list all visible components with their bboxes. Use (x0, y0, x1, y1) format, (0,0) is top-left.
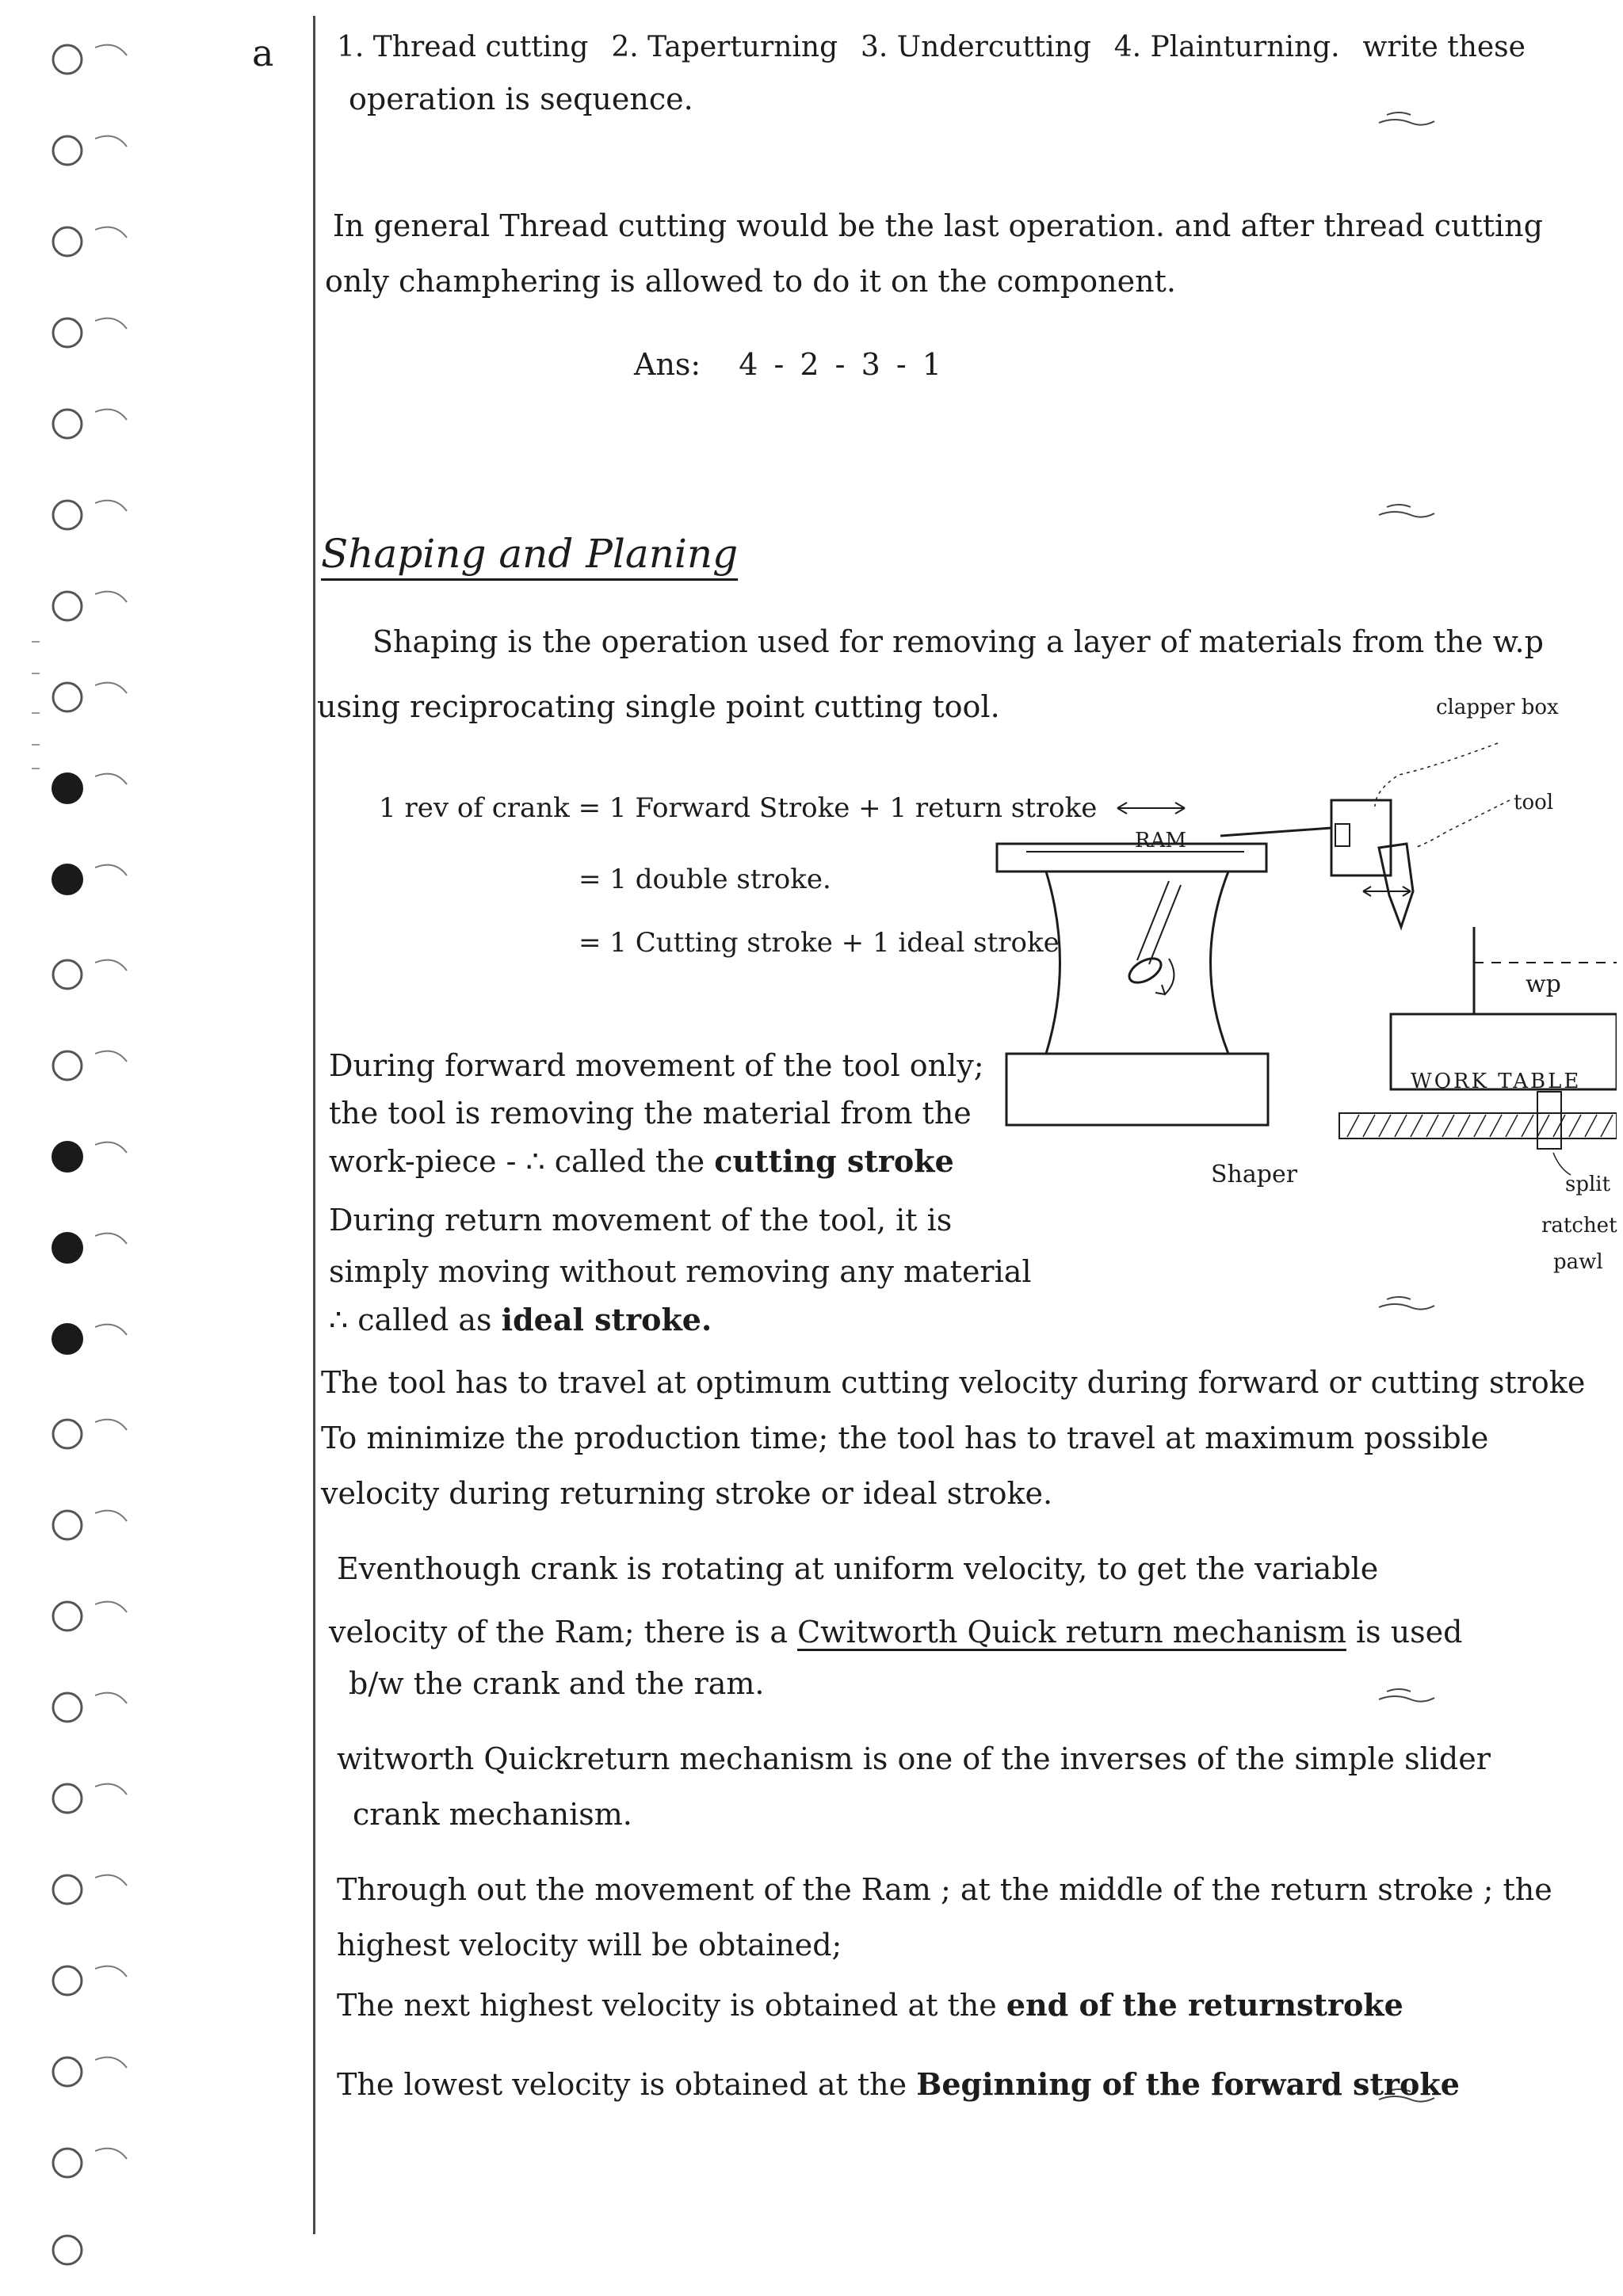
ram-label: RAM (1135, 829, 1186, 852)
operation-item: 3. Undercutting (860, 31, 1091, 63)
direction-arrow (1117, 803, 1185, 814)
shaper-base (1006, 1054, 1268, 1125)
forward-stroke-note: During forward movement of the tool only; (329, 1048, 984, 1083)
paragraph-line: b/w the crank and the ram. (349, 1666, 765, 1701)
split-label: split (1565, 1173, 1611, 1196)
spiral-binding (32, 32, 158, 2282)
shaper-column (1046, 871, 1228, 1054)
explanation-line: In general Thread cutting would be the last operation. and after thread cutting (333, 208, 1543, 243)
cutting-tool (1379, 844, 1413, 927)
operation-item: 1. Thread cutting (337, 31, 589, 63)
paragraph-line: witworth Quickreturn mechanism is one of the inverses of the simple slider (337, 1741, 1491, 1776)
paragraph-line: The tool has to travel at optimum cutting velocity during forward or cutting stroke (321, 1365, 1586, 1400)
forward-stroke-note (329, 1145, 954, 1179)
paragraph-text: velocity of the Ram; there is a (329, 1615, 788, 1650)
scribble-mark (1375, 1676, 1438, 1707)
answer-value: 4 - 2 - 3 - 1 (739, 347, 945, 382)
end-of-return-stroke-term: end of the returnstroke (1006, 1987, 1403, 2023)
paragraph-line (329, 1616, 1463, 1650)
split-nut (1537, 1092, 1561, 1149)
forward-stroke-note: the tool is removing the material from the (329, 1096, 972, 1131)
explanation-line: only champhering is allowed to do it on the component. (325, 264, 1176, 299)
ram-bar (997, 844, 1266, 871)
paragraph-line: highest velocity will be obtained; (337, 1928, 842, 1962)
forward-stroke-prefix: work-piece - ∴ called the (329, 1144, 705, 1179)
question-line-2: operation is sequence. (349, 82, 693, 116)
paragraph-line: velocity during returning stroke or ideal stroke. (321, 1476, 1053, 1511)
cutting-stroke-term: cutting stroke (714, 1143, 954, 1179)
paragraph-line: To minimize the production time; the tool has to travel at maximum possible (321, 1421, 1489, 1455)
paragraph-text: The next highest velocity is obtained at the (337, 1988, 997, 2023)
margin-line (313, 16, 315, 2234)
tool-label: tool (1514, 791, 1554, 814)
paragraph-line (337, 2068, 1460, 2102)
paragraph-line: Eventhough crank is rotating at uniform velocity, to get the variable (337, 1551, 1379, 1586)
return-stroke-note: simply moving without removing any material (329, 1254, 1032, 1289)
pawl-label: pawl (1553, 1250, 1603, 1274)
definition-line: Shaping is the operation used for removing a layer of materials from the w.p (372, 624, 1544, 659)
crank-link (1137, 881, 1181, 964)
ratchet-label: ratchet (1541, 1214, 1617, 1238)
work-table-label: WORK TABLE (1411, 1070, 1582, 1093)
equation-rhs: = 1 Forward Stroke + 1 return stroke (578, 792, 1098, 824)
return-stroke-note: During return movement of the tool, it is (329, 1203, 953, 1238)
scribble-mark (1375, 491, 1438, 523)
ram-arm (1220, 828, 1331, 836)
question-marker: a (252, 32, 274, 74)
equation-lhs: 1 rev of crank (379, 792, 570, 824)
operation-item: 4. Plainturning. (1113, 31, 1340, 63)
paragraph-text: The lowest velocity is obtained at the (337, 2067, 907, 2102)
answer (634, 349, 945, 382)
paragraph-line: crank mechanism. (353, 1797, 632, 1832)
shaper-label: Shaper (1211, 1161, 1298, 1188)
paragraph-line (337, 1989, 1403, 2023)
wp-label: wp (1526, 971, 1561, 998)
ideal-stroke-term: ideal stroke. (501, 1302, 712, 1337)
equation-line: = 1 double stroke. (579, 864, 831, 895)
answer-label: Ans: (634, 347, 701, 382)
return-stroke-note (329, 1303, 712, 1337)
operation-item: write these (1362, 31, 1526, 63)
section-heading: Shaping and Planing (321, 531, 739, 577)
equation-line (379, 794, 1097, 823)
equation-line: = 1 Cutting stroke + 1 ideal stroke (579, 927, 1060, 959)
operation-item: 2. Taperturning (611, 31, 838, 63)
scribble-mark (1375, 99, 1438, 131)
whitworth-mechanism-term: Cwitworth Quick return mechanism (797, 1615, 1346, 1650)
return-stroke-prefix: ∴ called as (329, 1302, 492, 1337)
question-operations (337, 32, 1526, 63)
clapper-box-label: clapper box (1436, 696, 1559, 719)
paragraph-text: is used (1355, 1615, 1463, 1650)
definition-line: using reciprocating single point cutting tool. (317, 689, 1000, 724)
beginning-of-forward-stroke-term: Beginning of the forward stroke (916, 2066, 1460, 2102)
paragraph-line: Through out the movement of the Ram ; at the middle of the return stroke ; the (337, 1872, 1552, 1907)
